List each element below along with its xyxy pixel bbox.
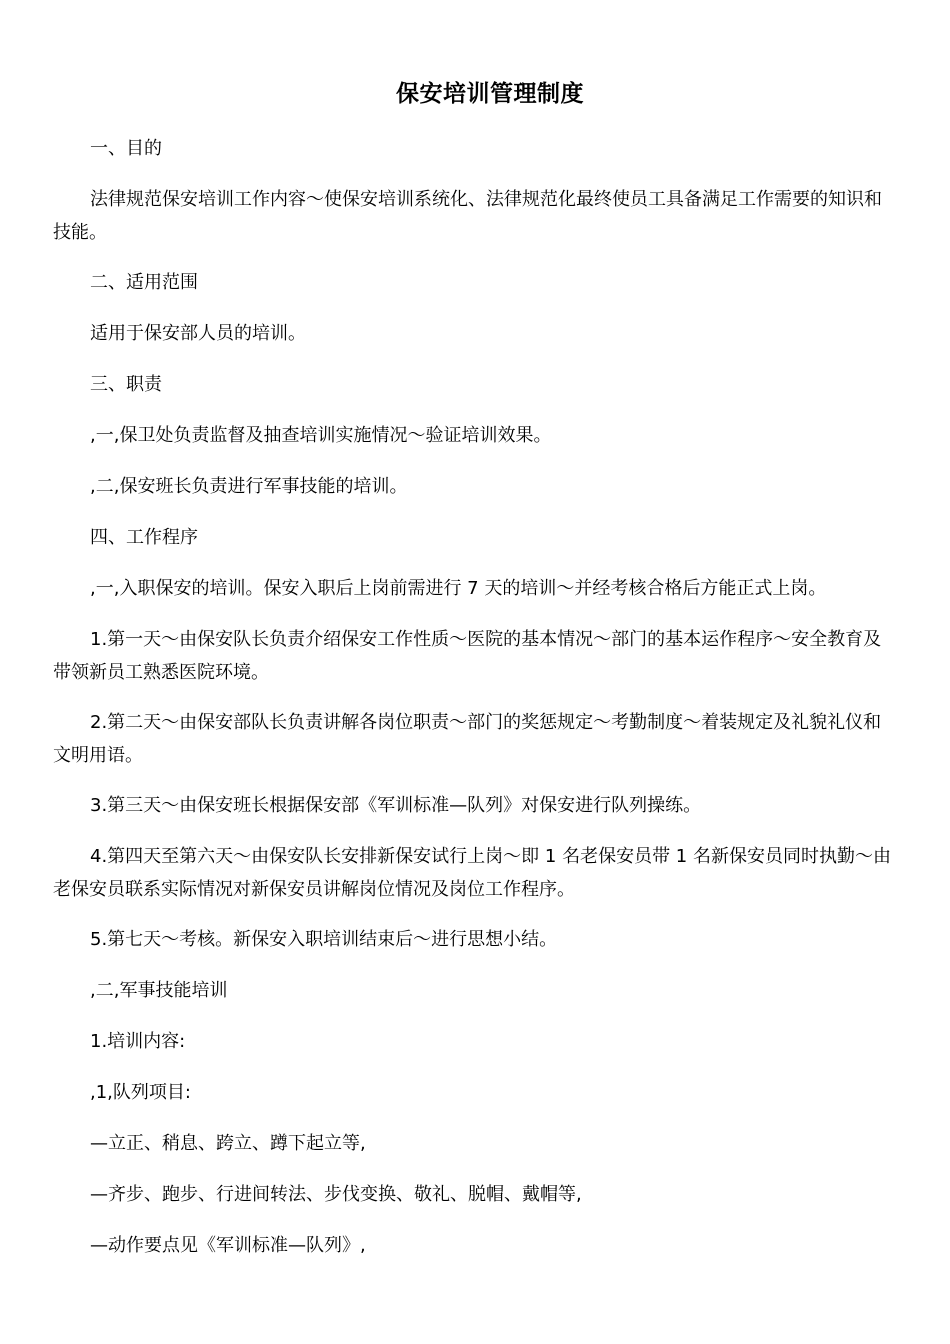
document-title: 保安培训管理制度 [396, 81, 584, 107]
section-heading-purpose: 一、目的 [90, 138, 162, 159]
section-heading-procedure: 四、工作程序 [90, 527, 198, 548]
paragraph-purpose: 法律规范保安培训工作内容～使保安培训系统化、法律规范化最终使员工具备满足工作需要的知识和技能。 [53, 189, 882, 243]
section-heading-duties: 三、职责 [90, 374, 162, 395]
paragraph-scope: 适用于保安部人员的培训。 [90, 323, 306, 344]
paragraph-day-1: 1.第一天～由保安队长负责介绍保安工作性质～医院的基本情况～部门的基本运作程序～安全教育及带领新员工熟悉医院环境。 [53, 629, 882, 683]
paragraph-day-3: 3.第三天～由保安班长根据保安部《军训标准—队列》对保安进行队列操练。 [90, 795, 702, 816]
paragraph-day-2: 2.第二天～由保安部队长负责讲解各岗位职责～部门的奖惩规定～考勤制度～着装规定及礼貌礼仪和文明用语。 [53, 712, 882, 766]
paragraph-onboarding-training: ,一,入职保安的培训。保安入职后上岗前需进行 7 天的培训～并经考核合格后方能正式上岗。 [90, 578, 827, 599]
section-heading-military-skills: ,二,军事技能培训 [90, 980, 228, 1001]
list-item-march: —齐步、跑步、行进间转法、步伐变换、敬礼、脱帽、戴帽等, [90, 1184, 582, 1205]
paragraph-duty-1: ,一,保卫处负责监督及抽查培训实施情况～验证培训效果。 [90, 425, 552, 446]
paragraph-drill-items: ,1,队列项目: [90, 1082, 191, 1103]
paragraph-day-7: 5.第七天～考核。新保安入职培训结束后～进行思想小结。 [90, 929, 558, 950]
section-heading-scope: 二、适用范围 [90, 272, 198, 293]
list-item-key-points: —动作要点见《军训标准—队列》, [90, 1235, 366, 1256]
paragraph-day-4-6: 4.第四天至第六天～由保安队长安排新保安试行上岗～即 1 名老保安员带 1 名新保安员同时执勤～由老保安员联系实际情况对新保安员讲解岗位情况及岗位工作程序。 [53, 846, 891, 900]
list-item-stance: —立正、稍息、跨立、蹲下起立等, [90, 1133, 366, 1154]
paragraph-duty-2: ,二,保安班长负责进行军事技能的培训。 [90, 476, 408, 497]
paragraph-training-content: 1.培训内容: [90, 1031, 186, 1052]
